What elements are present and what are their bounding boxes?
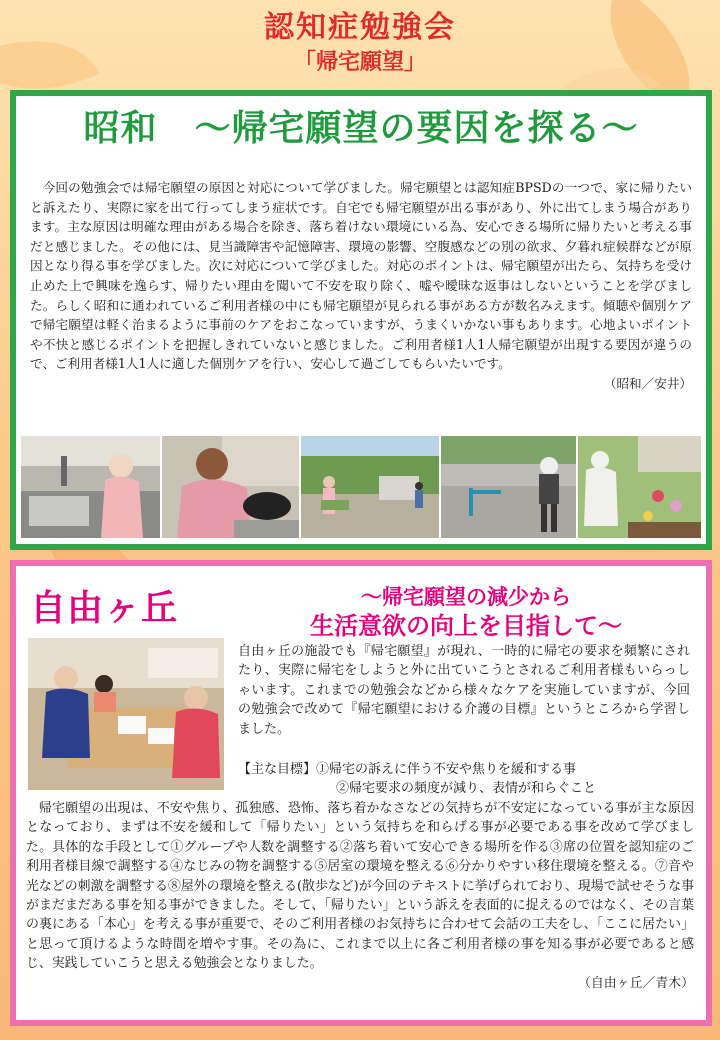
photo-flower-garden — [578, 436, 701, 538]
photo-street-walk — [441, 436, 576, 538]
goal-line-1 — [238, 760, 698, 779]
photo-study-session — [28, 638, 224, 790]
goals-label: 【主な目標】 — [238, 762, 317, 777]
page-header — [0, 8, 720, 78]
jiyugaoka-heading-line2: 生活意欲の向上を目指して～ — [310, 611, 622, 640]
jiyugaoka-place-title: 自由ヶ丘 — [30, 587, 179, 629]
photo-kitchen-cooking — [162, 436, 299, 538]
jiyugaoka-heading-line1: ～帰宅願望の減少から — [361, 584, 571, 609]
goal-2: ②帰宅要求の頻度が減り、表情が和らぐこと — [336, 781, 597, 797]
jiyugaoka-intro: 自由ヶ丘の施設でも『帰宅願望』が現れ、一時的に帰宅の要求を頻繁にされたり、実際に帰宅をしようと外に出ていこうとされるご利用者様もいらっしゃいます。これまでの勉強会などから様々なケアを実施していますが、今回の勉強会で改めて『帰宅願望における介護の目標』というところから学習しました。 — [238, 644, 690, 737]
showa-body — [30, 178, 692, 394]
showa-photo-strip — [21, 436, 701, 538]
goal-1: ①帰宅の訴えに伴う不安や焦りを緩和する事 — [316, 762, 577, 777]
page-subtitle: 「帰宅願望」 — [293, 50, 426, 75]
jiyugaoka-body — [26, 799, 694, 993]
jiyugaoka-body-text: 帰宅願望の出現は、不安や焦り、孤独感、恐怖、落ち着かなさなどの気持ちが不安定になっている事が主な原因となっており、まずは不安を緩和して「帰りたい」という気持ちを和らげる事が必要である事を改めて学びました。具体的な手段として①グループや人数を調整する②落ち着いて安心できる場所を作る③席の位置を認知症のご利用者様目線で調整する④なじみの物を調整する⑤居室の環境を整える⑥分かりやすい移住環境を整える。⑦音や光などの刺激を調整する⑧屋外の環境を整える(散歩など)が今回のテキストに挙げられており、現場で試せそうな事がまだまだある事を知る事ができました。そして、「帰りたい」という訴えを表面的に捉えるのではなく、その言葉の裏にある「本心」を考える事が重要で、そのご利用者様のお気持ちに合わせて会話の工夫をし、「ここに居たい」と思って頂けるような時間を増やす事。その為に、これまで以上に各ご利用者様の事を知る事が必要であると感じ、実践していこうと思える勉強会となりました。 — [26, 801, 694, 972]
jiyugaoka-heading — [246, 584, 686, 642]
photo-kitchen-washing — [21, 436, 160, 538]
jiyugaoka-goals — [238, 760, 698, 799]
photo-garden-walk — [301, 436, 438, 538]
jiyugaoka-section — [10, 560, 712, 1026]
jiyugaoka-signature: （自由ヶ丘／青木） — [577, 975, 694, 991]
showa-body-text: 今回の勉強会では帰宅願望の原因と対応について学びました。帰宅願望とは認知症BPSDの一つで、家に帰りたいと訴えたり、実際に家を出て行ってしまう症状です。自宅でも帰宅願望が出る事があり、外に出てしまう場合があります。主な原因は明確な理由がある場合を除き、落ち着けない環境にいる為、安心できる場所に帰りたいと考える事だと感じました。その他には、見当識障害や記憶障害、環境の影響、空腹感などの別の欲求、夕暮れ症候群などが原因となり得る事を学びました。次に対応について学びました。対応のポイントは、帰宅願望が出たら、気持ちを受け止めた上で興味を逸らす、帰りたい理由を聞いて不安を取り除く、嘘や曖昧な返事はしないということを学びました。らしく昭和に通われているご利用者様の中にも帰宅願望が見られる事がある方が数名みえます。傾聴や個別ケアで帰宅願望は軽く治まるように事前のケアをおこなっていますが、うまくいかない事もあります。心地よいポイントや不快と感じるポイントを把握しきれていないと感じました。ご利用者様1人1人帰宅願望が出現する要因が違うので、ご利用者様1人1人に適した個別ケアを行い、安心して過ごしてもらいたいです。 — [30, 180, 693, 372]
showa-section — [10, 90, 712, 550]
showa-signature: （昭和／安井） — [603, 375, 692, 391]
showa-heading: 昭和 ～帰宅願望の要因を探る～ — [83, 107, 639, 149]
page-title: 認知症勉強会 — [264, 10, 456, 45]
